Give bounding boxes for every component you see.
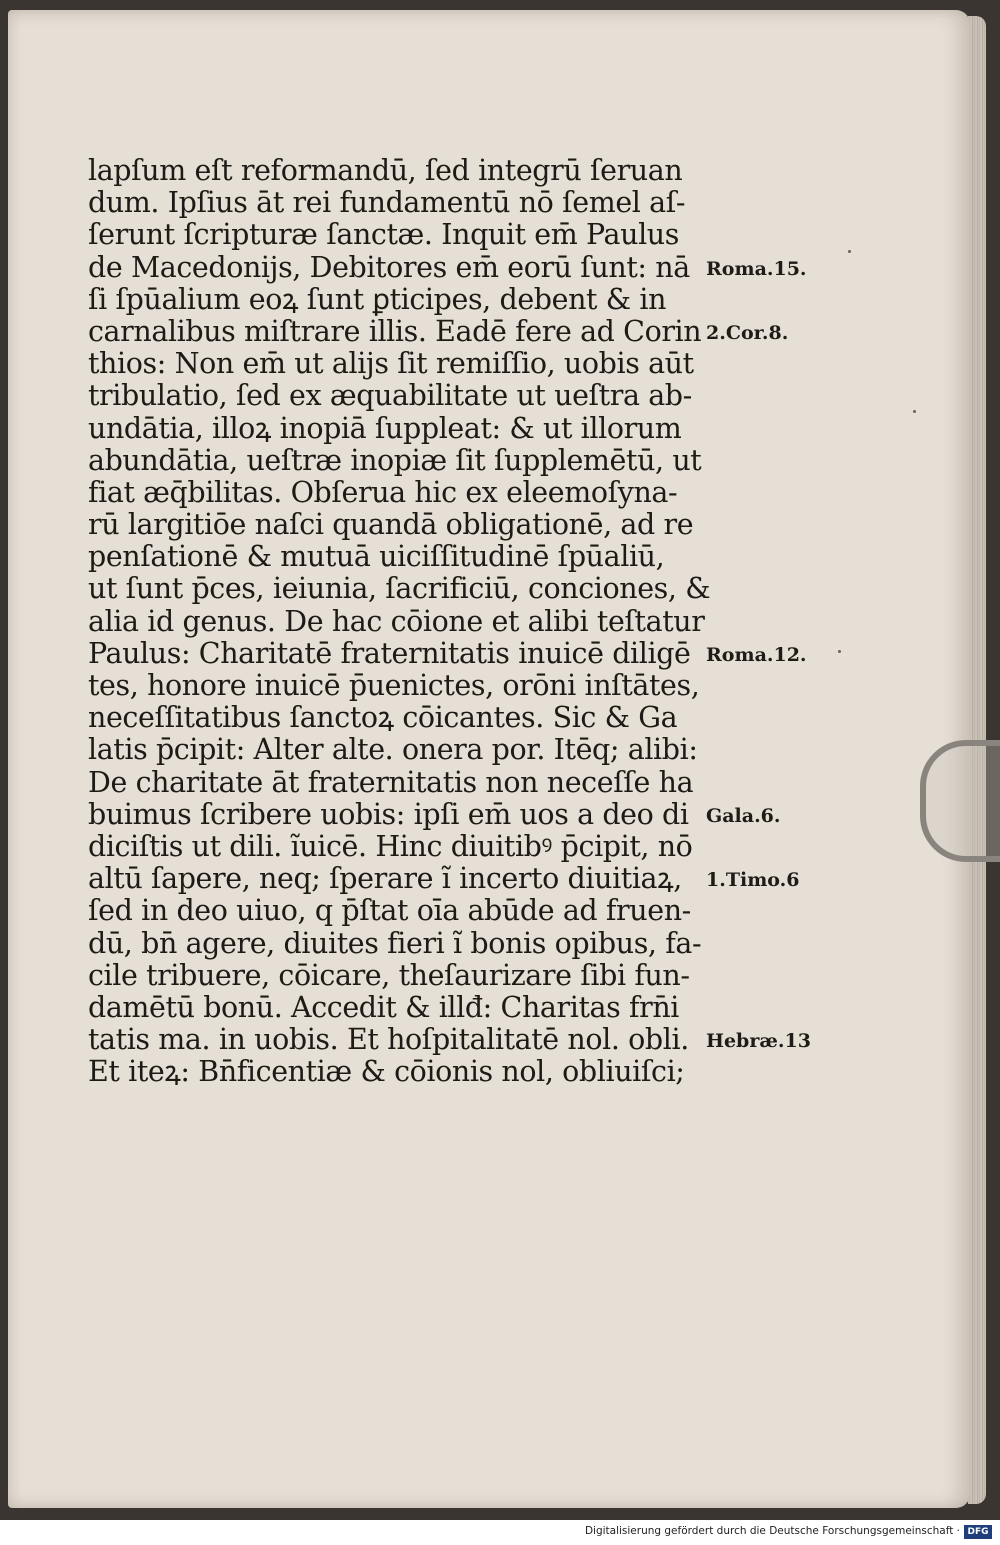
text-line: dū, bn̄ agere, diuites fieri ĩ bonis opibus, fa- <box>88 927 702 960</box>
text-line: tes, honore inuicē p̄uenictes, orōni inſtātes, <box>88 670 700 702</box>
paper-speck <box>848 250 851 253</box>
text-line: Et iteꝝ: Bn̄ficentiæ & cōionis nol, obliuiſci; <box>88 1056 685 1089</box>
text-line: undātia, illoꝝ inopiā ſuppleat: & ut illorum <box>88 412 682 445</box>
text-line: latis p̄cipit: Alter alte. onera por. Itēq; alibi: <box>88 734 698 767</box>
text-line: abundātia, ueſtræ inopiæ ſit ſupplemētū, ut <box>88 444 702 477</box>
text-line: buimus ſcribere uobis: ipſi em̄ uos a deo di <box>88 798 689 831</box>
paper-speck <box>838 650 841 653</box>
margin-note-1-timo-6: 1.Timo.6 <box>706 869 800 891</box>
text-line: penſationē & mutuā uiciſſitudinē ſpūaliū, <box>88 541 665 574</box>
dfg-logo: DFG <box>964 1525 992 1539</box>
margin-note-roma-12: Roma.12. <box>706 644 807 666</box>
text-line: tatis ma. in uobis. Et hoſpitalitatē nol. obli. <box>88 1024 689 1057</box>
text-line: carnalibus miſtrare illis. Eadē fere ad Corin <box>88 315 702 348</box>
text-line: diciſtis ut dili. ĩuicē. Hinc diuitibꝰ p̄cipit, nō <box>88 830 693 863</box>
text-line: alia id genus. De hac cōione et alibi teſtatur <box>88 605 705 638</box>
text-line: ut ſunt p̄ces, ieiunia, ſacrificiū, conciones, & <box>88 573 711 606</box>
margin-note-2-cor-8: 2.Cor.8. <box>706 322 789 344</box>
paper-speck <box>913 410 916 413</box>
text-line: de Macedonijs, Debitores em̄ eorū ſunt: nā <box>88 251 690 284</box>
text-line: damētū bonū. Accedit & illđ: Charitas frn̄i <box>88 991 680 1024</box>
text-line: thios: Non em̄ ut alijs ſit remiſſio, uobis aūt <box>88 348 694 381</box>
page-clip <box>920 740 1000 862</box>
text-line: ſerunt ſcripturæ ſanctæ. Inquit em̄ Paulus <box>88 219 679 252</box>
text-line: ſed in deo uiuo, q p̄ſtat oīa abūde ad fruen- <box>88 895 691 928</box>
margin-note-gala-6: Gala.6. <box>706 805 781 827</box>
text-line: neceſſitatibus ſanctoꝝ cōicantes. Sic & Ga <box>88 702 678 735</box>
margin-note-roma-15: Roma.15. <box>706 258 807 280</box>
text-line: cile tribuere, cōicare, theſaurizare ſibi fun- <box>88 959 690 992</box>
text-line: rū largitiōe naſci quandā obligationē, ad re <box>88 509 694 542</box>
text-line: ſi ſpūalium eoꝝ ſunt ꝑticipes, debent & in <box>88 283 667 316</box>
text-line: fiat æq̄bilitas. Obſerua hic ex eleemoſyna- <box>88 476 678 509</box>
footer-credit: Digitalisierung gefördert durch die Deutsche Forschungsgemeinschaft · <box>584 1525 960 1537</box>
text-line: lapſum eſt reformandū, ſed integrū ſeruan <box>88 155 683 187</box>
margin-note-hebrae-13: Hebræ.13 <box>706 1030 811 1052</box>
footer-bar <box>0 1520 1000 1545</box>
text-line: tribulatio, ſed ex æquabilitate ut ueſtra ab- <box>88 380 692 413</box>
body-text <box>88 155 728 1088</box>
text-line: De charitate āt fraternitatis non neceſſe ha <box>88 766 694 799</box>
text-line: altū ſapere, neq; ſperare ĩ incerto diuitiaꝝ, <box>88 863 682 896</box>
text-line: Paulus: Charitatē fraternitatis inuicē diligē <box>88 637 691 670</box>
text-line: dum. Ipſius āt rei fundamentū nō ſemel aſ- <box>88 187 686 220</box>
